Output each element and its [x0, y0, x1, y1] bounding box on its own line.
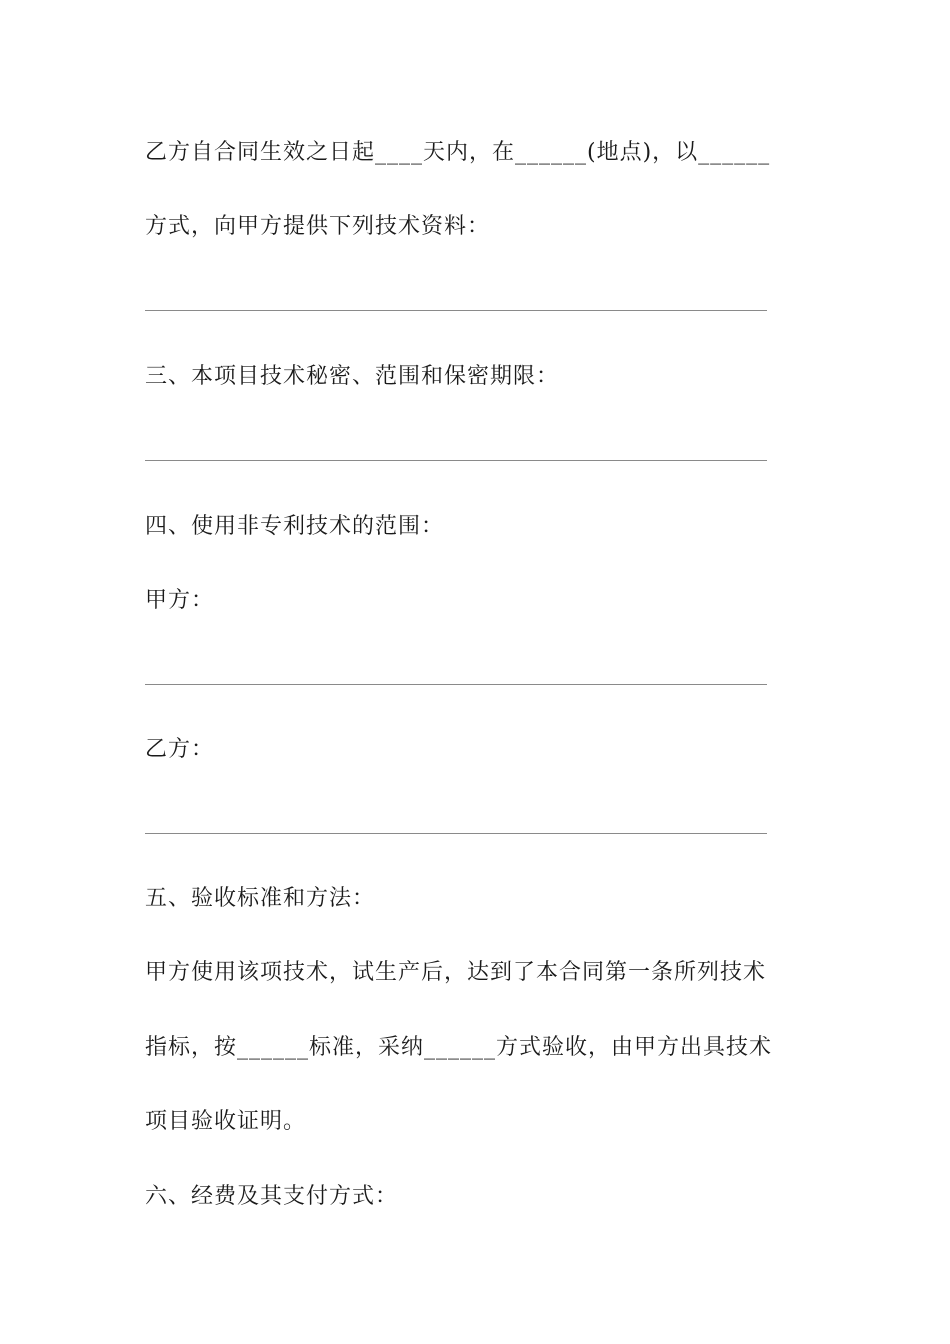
section-heading-3: 三、本项目技术秘密、范围和保密期限：	[145, 364, 560, 389]
paragraph-acceptance-end: 项目验收证明。	[145, 1109, 307, 1134]
paragraph-delivery-terms: 乙方自合同生效之日起____天内，在______(地点)，以______	[145, 140, 771, 165]
paragraph-delivery-terms-cont: 方式，向甲方提供下列技术资料：	[145, 214, 491, 239]
fill-in-line	[145, 833, 767, 834]
party-a-label: 甲方：	[145, 588, 215, 613]
party-b-label: 乙方：	[145, 737, 215, 762]
section-heading-6: 六、经费及其支付方式：	[145, 1184, 399, 1209]
paragraph-acceptance: 甲方使用该项技术，试生产后，达到了本合同第一条所列技术	[145, 960, 767, 985]
fill-in-line	[145, 310, 767, 311]
fill-in-line	[145, 460, 767, 461]
paragraph-acceptance-cont: 指标，按______标准，采纳______方式验收，由甲方出具技术	[145, 1035, 773, 1060]
section-heading-5: 五、验收标准和方法：	[145, 886, 376, 911]
fill-in-line	[145, 684, 767, 685]
section-heading-4: 四、使用非专利技术的范围：	[145, 514, 445, 539]
